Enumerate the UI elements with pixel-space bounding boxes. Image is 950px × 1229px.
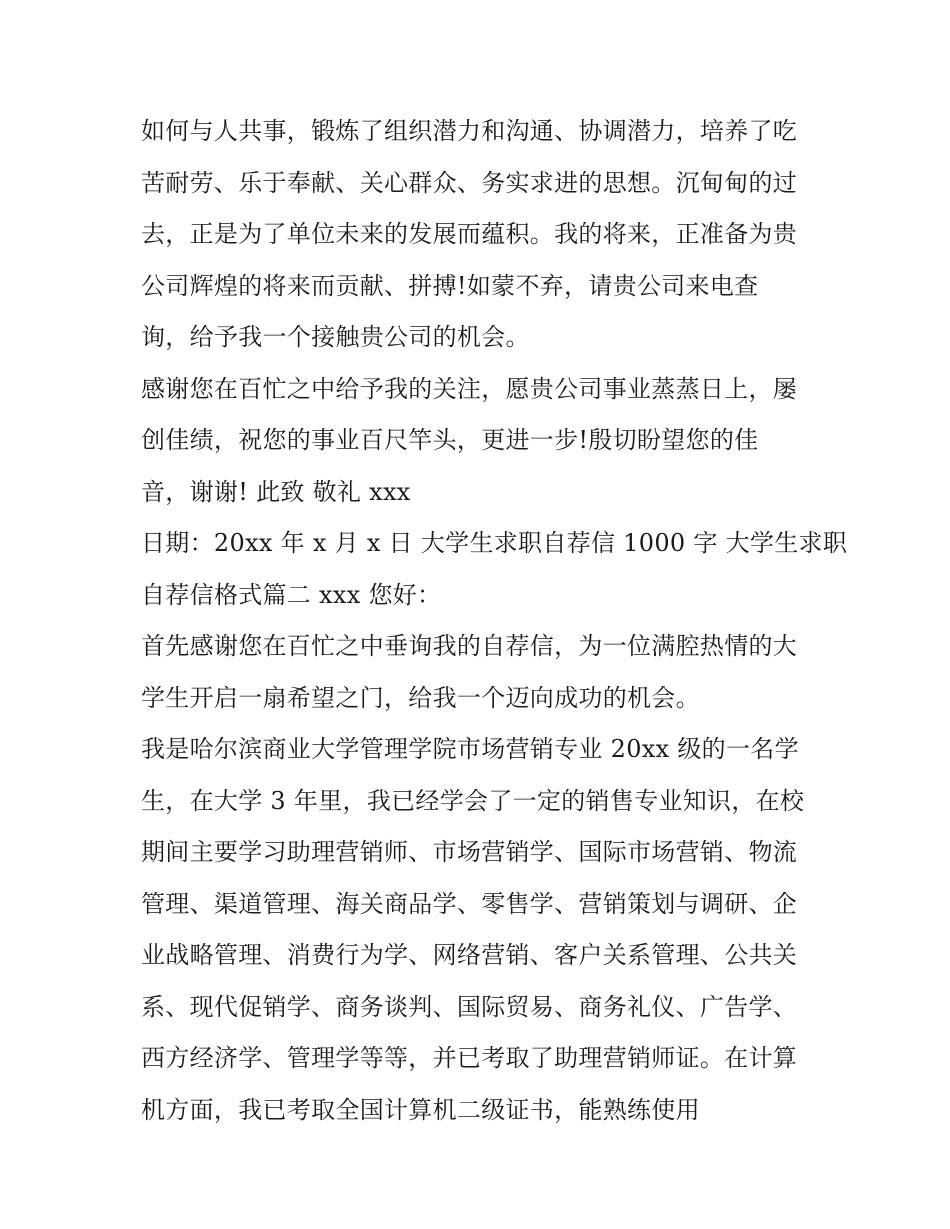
text-line: 管理、渠道管理、海关商品学、零售学、营销策划与调研、企 [141, 889, 798, 918]
text-line: 生，在大学 3 年里，我已经学会了一定的销售专业知识，在校 [141, 786, 805, 815]
body-text [141, 106, 848, 1136]
text-line: 西方经济学、管理学等等，并已考取了助理营销师证。在计算 [141, 1044, 798, 1072]
text-line: 如何与人共事，锻炼了组织潜力和沟通、协调潜力，培养了吃 [141, 117, 798, 145]
text-line: 自荐信格式篇二 xxx 您好： [141, 580, 442, 609]
text-line: 创佳绩，祝您的事业百尺竿头，更进一步!殷切盼望您的佳 [141, 426, 759, 454]
text-line: 机方面，我已考取全国计算机二级证书，能熟练使用 [141, 1095, 700, 1124]
text-line: 日期：20xx 年 x 月 x 日 大学生求职自荐信 1000 字 大学生求职 [141, 529, 848, 557]
text-line: 去，正是为了单位未来的发展而蕴积。我的将来，正准备为贵 [141, 220, 798, 248]
text-line: 公司辉煌的将来而贡献、拼搏!如蒙不弃，请贵公司来电查 [141, 271, 759, 300]
text-line: 音，谢谢! 此致 敬礼 xxx [141, 477, 411, 506]
text-line: 询，给予我一个接触贵公司的机会。 [141, 323, 530, 351]
text-line: 首先感谢您在百忙之中垂询我的自荐信，为一位满腔热情的大 [141, 632, 798, 660]
text-line: 系、现代促销学、商务谈判、国际贸易、商务礼仪、广告学、 [141, 992, 798, 1021]
text-line: 学生开启一扇希望之门，给我一个迈向成功的机会。 [141, 683, 700, 712]
text-line: 业战略管理、消费行为学、网络营销、客户关系管理、公共关 [141, 941, 798, 969]
text-line: 苦耐劳、乐于奉献、关心群众、务实求进的思想。沉甸甸的过 [141, 168, 798, 197]
text-line: 期间主要学习助理营销师、市场营销学、国际市场营销、物流 [141, 838, 798, 866]
text-line: 感谢您在百忙之中给予我的关注，愿贵公司事业蒸蒸日上，屡 [141, 374, 798, 403]
text-line: 我是哈尔滨商业大学管理学院市场营销专业 20xx 级的一名学 [141, 735, 799, 763]
